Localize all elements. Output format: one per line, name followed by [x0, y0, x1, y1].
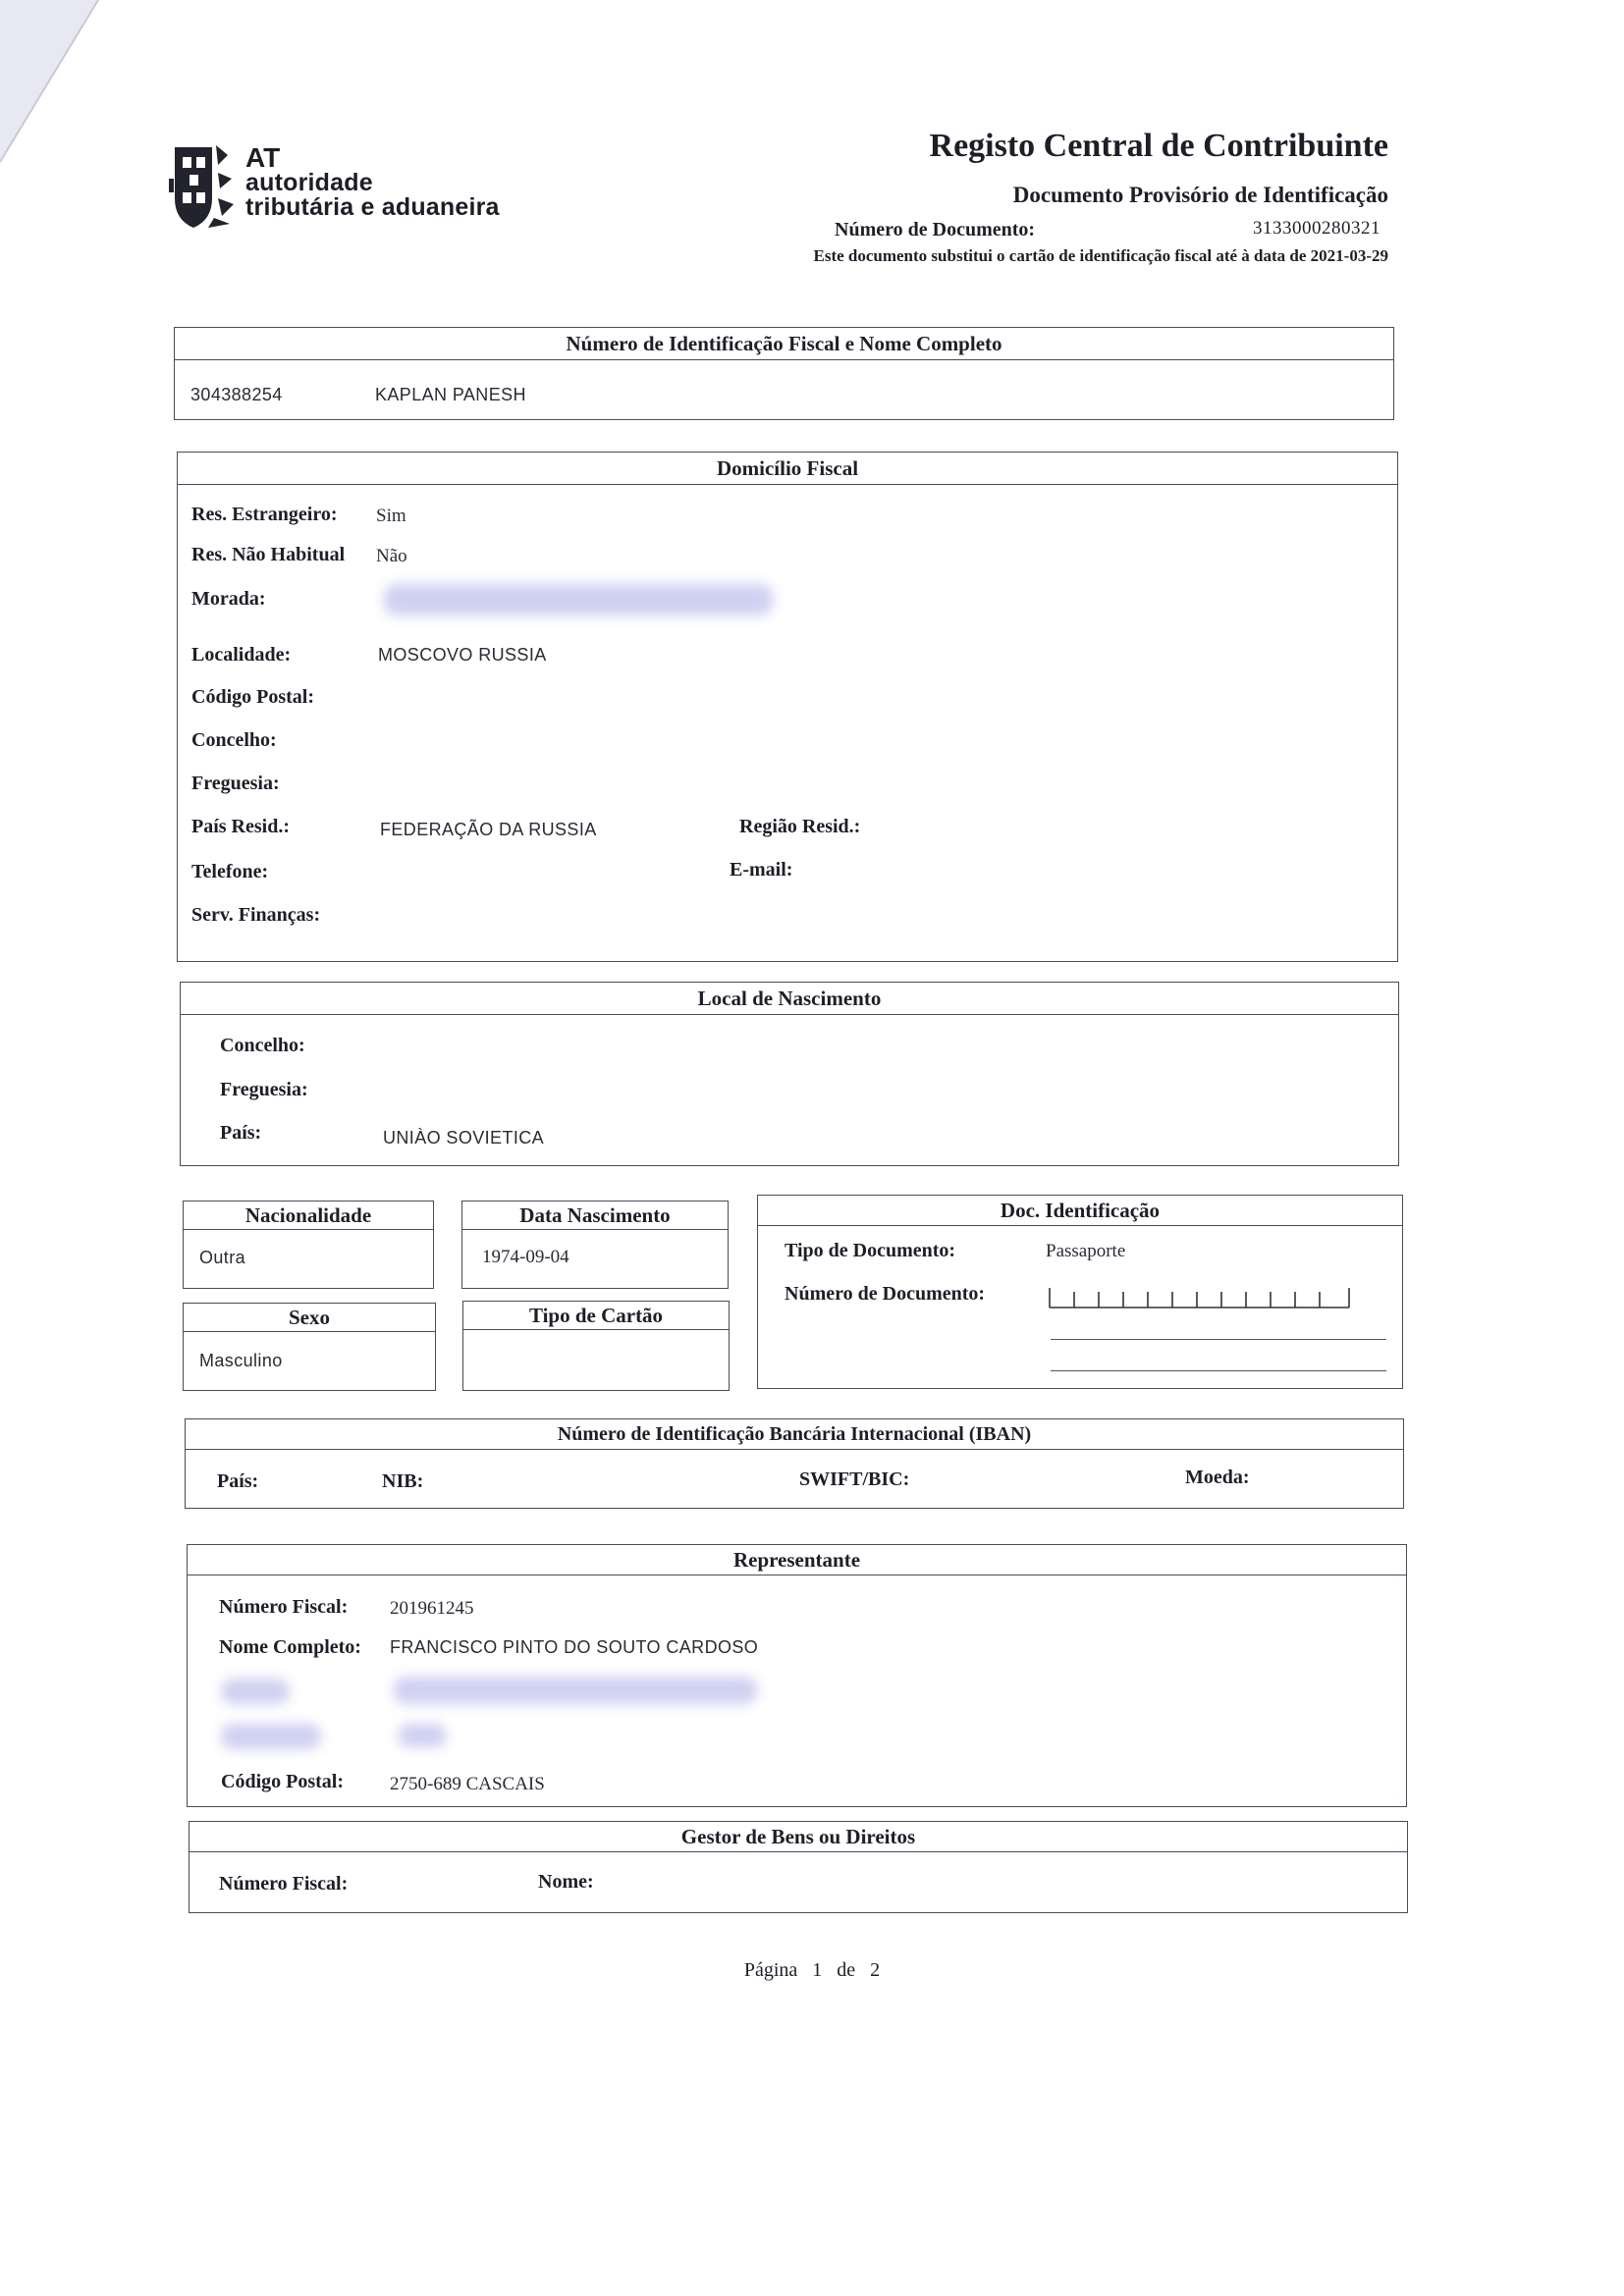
swift-bic-label: SWIFT/BIC:	[799, 1468, 910, 1490]
representante-redacted-label-1	[221, 1679, 290, 1704]
morada-redacted	[384, 584, 773, 615]
data-nascimento-title: Data Nascimento	[462, 1201, 728, 1230]
email-label: E-mail:	[730, 859, 793, 881]
document-title: Registo Central de Contribuinte	[929, 128, 1388, 164]
res-estrangeiro-value: Sim	[376, 506, 406, 526]
document-subtitle: Documento Provisório de Identificação	[1012, 183, 1388, 207]
iban-pais-label: País:	[217, 1470, 259, 1492]
nif-value: 304388254	[190, 385, 283, 404]
doc-identificacao-title: Doc. Identificação	[758, 1196, 1402, 1226]
at-logo	[169, 139, 522, 238]
res-nao-habitual-value: Não	[376, 546, 407, 566]
data-nascimento-box	[461, 1201, 729, 1289]
localidade-value: MOSCOVO RUSSIA	[378, 645, 547, 665]
nacionalidade-box	[183, 1201, 434, 1289]
logo-line-2: autoridade	[245, 169, 373, 196]
representante-section-title: Representante	[188, 1545, 1406, 1575]
scan-shadow-corner	[0, 0, 108, 167]
representante-redacted-value-2	[398, 1724, 447, 1747]
page-current: 1	[812, 1959, 823, 1981]
domicilio-section-title: Domicílio Fiscal	[178, 453, 1397, 485]
nascimento-concelho-label: Concelho:	[220, 1035, 305, 1056]
page-number	[0, 1959, 1624, 1982]
concelho-label: Concelho:	[191, 729, 277, 751]
page-total: 2	[870, 1959, 881, 1981]
gestor-section-title: Gestor de Bens ou Direitos	[189, 1822, 1407, 1852]
representante-nif-label: Número Fiscal:	[219, 1596, 349, 1618]
page-label: Página	[743, 1959, 798, 1981]
serv-financas-label: Serv. Finanças:	[191, 904, 321, 926]
full-name-value: KAPLAN PANESH	[375, 385, 526, 404]
nascimento-freguesia-label: Freguesia:	[220, 1079, 308, 1100]
gestor-nome-label: Nome:	[538, 1871, 594, 1893]
gestor-nif-label: Número Fiscal:	[219, 1873, 349, 1895]
nascimento-pais-value: UNIÀO SOVIETICA	[383, 1128, 545, 1148]
nif-section-title: Número de Identificação Fiscal e Nome Completo	[175, 328, 1393, 360]
representante-nome-label: Nome Completo:	[219, 1636, 361, 1658]
logo-line-1: AT	[245, 142, 281, 173]
telefone-label: Telefone:	[191, 861, 269, 882]
nacionalidade-title: Nacionalidade	[184, 1201, 433, 1230]
doc-number-label: Número de Documento:	[835, 219, 1036, 240]
nif-name-section	[174, 327, 1394, 420]
pais-resid-value: FEDERAÇÃO DA RUSSIA	[380, 820, 597, 839]
freguesia-label: Freguesia:	[191, 773, 280, 794]
representante-codigo-postal-label: Código Postal:	[221, 1771, 344, 1792]
doc-number-value: 3133000280321	[1253, 218, 1380, 239]
morada-label: Morada:	[191, 588, 266, 610]
validity-note: Este documento substitui o cartão de identificação fiscal até à data de 2021-03-29	[813, 246, 1388, 265]
gestor-bens-section	[189, 1821, 1408, 1913]
page-of: de	[837, 1959, 856, 1981]
pais-resid-label: País Resid.:	[191, 816, 290, 837]
tipo-documento-label: Tipo de Documento:	[785, 1240, 956, 1261]
numero-documento-label: Número de Documento:	[785, 1283, 986, 1305]
doc-extra-line-2	[1051, 1370, 1386, 1371]
local-nascimento-section	[180, 982, 1399, 1166]
nascimento-pais-label: País:	[220, 1122, 262, 1144]
nib-label: NIB:	[382, 1470, 424, 1492]
res-nao-habitual-label: Res. Não Habitual	[191, 544, 346, 565]
logo-line-3: tributária e aduaneira	[245, 193, 500, 221]
coat-of-arms-icon	[169, 139, 244, 230]
document-number-digit-boxes	[1049, 1286, 1353, 1309]
sexo-value: Masculino	[199, 1351, 283, 1370]
representante-section	[187, 1544, 1407, 1807]
sexo-box	[183, 1303, 436, 1391]
tipo-documento-value: Passaporte	[1046, 1241, 1126, 1261]
tipo-cartao-box	[462, 1301, 730, 1391]
doc-extra-line-1	[1051, 1339, 1386, 1340]
sexo-title: Sexo	[184, 1304, 435, 1332]
codigo-postal-label: Código Postal:	[191, 686, 314, 708]
res-estrangeiro-label: Res. Estrangeiro:	[191, 504, 338, 525]
moeda-label: Moeda:	[1185, 1467, 1250, 1488]
data-nascimento-value: 1974-09-04	[482, 1247, 569, 1267]
representante-redacted-label-2	[221, 1724, 321, 1749]
regiao-resid-label: Região Resid.:	[739, 816, 861, 837]
domicilio-fiscal-section	[177, 452, 1398, 962]
doc-identificacao-box	[757, 1195, 1403, 1389]
representante-nif-value: 201961245	[390, 1598, 474, 1619]
tipo-cartao-title: Tipo de Cartão	[463, 1302, 729, 1330]
iban-section	[185, 1418, 1404, 1509]
iban-section-title: Número de Identificação Bancária Internacional (IBAN)	[186, 1419, 1403, 1450]
representante-nome-value: FRANCISCO PINTO DO SOUTO CARDOSO	[390, 1637, 759, 1657]
nascimento-section-title: Local de Nascimento	[181, 983, 1398, 1015]
representante-redacted-value-1	[394, 1677, 757, 1704]
nacionalidade-value: Outra	[199, 1248, 246, 1267]
representante-codigo-postal-value: 2750-689 CASCAIS	[390, 1774, 545, 1794]
localidade-label: Localidade:	[191, 644, 292, 666]
